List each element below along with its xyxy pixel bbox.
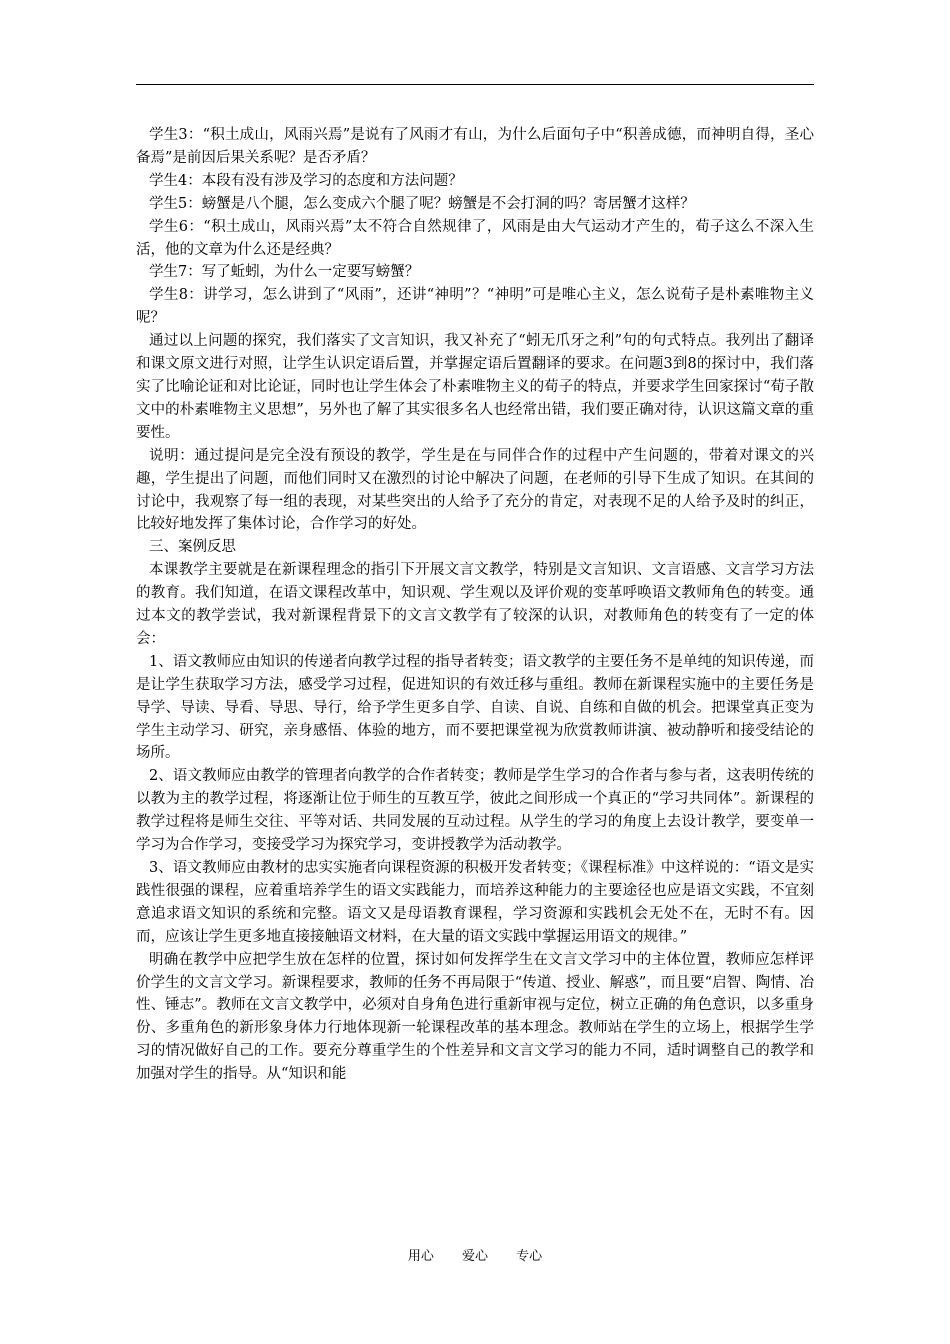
footer-item: 专心	[516, 1249, 543, 1264]
paragraph-student-7: 学生7：写了蚯蚓，为什么一定要写螃蟹？	[149, 264, 420, 281]
paragraph-student-3: 学生3：“积土成山，风雨兴焉”是说有了风雨才有山，为什么后面句子中“积善成德，而神明自得，圣心备焉”是前因后果关系呢？是否矛盾？	[136, 127, 814, 166]
header-rule	[136, 84, 814, 85]
paragraph-student-5: 学生5：螃蟹是八个腿，怎么变成六个腿了呢？螃蟹是不会打洞的吗？寄居蟹才这样？	[149, 195, 695, 212]
paragraph-point-2: 2、语文教师应由教学的管理者向教学的合作者转变；教师是学生学习的合作者与参与者，这表明传统的以教为主的教学过程，将逐渐让位于师生的互教互学，彼此之间形成一个真正的“学习共同体”。新课程的教学过程将是师生交往、平等对话、共同发展的互动过程。从学生的学习的角度上去设计教学，要变单一学习为合作学习，变接受学习为探究学习，变讲授教学为活动教学。	[136, 768, 814, 854]
paragraph-conclusion: 明确在教学中应把学生放在怎样的位置，探讨如何发挥学生在文言文学习中的主体位置，教师应怎样评价学生的文言文学习。新课程要求，教师的任务不再局限于“传道、授业、解惑”，而且要“启智、陶情、冶性、锤志”。教师在文言文教学中，必须对自身角色进行重新审视与定位，树立正确的角色意识，以多重身份、多重角色的新形象身体力行地体现新一轮课程改革的基本理念。教师站在学生的立场上，根据学生学习的情况做好自己的工作。要充分尊重学生的个性差异和文言文学习的能力不同，适时调整自己的教学和加强对学生的指导。从“知识和能	[136, 951, 814, 1083]
paragraph-point-3: 3、语文教师应由教材的忠实实施者向课程资源的积极开发者转变；《课程标准》中这样说的：“语文是实践性很强的课程，应着重培养学生的语文实践能力，而培养这种能力的主要途径也应是语文实践，不宜刻意追求语文知识的系统和完整。语文又是母语教育课程，学习资源和实践机会无处不在，无时不有。因而，应该让学生更多地直接接触语文材料，在大量的语文实践中掌握运用语文的规律。”	[136, 860, 814, 945]
paragraph-reflection-intro: 本课教学主要就是在新课程理念的指引下开展文言文教学，特别是文言知识、文言语感、文言学习方法的教育。我们知道，在语文课程改革中，知识观、学生观以及评价观的变革呼唤语文教师角色的转变。通过本文的教学尝试，我对新课程背景下的文言文教学有了较深的认识，对教师角色的转变有了一定的体会：	[136, 562, 814, 647]
section-heading-reflection: 三、案例反思	[149, 539, 236, 556]
page-footer	[0, 1247, 950, 1267]
paragraph-explanation: 说明：通过提问是完全没有预设的教学，学生是在与同伴合作的过程中产生问题的，带着对课文的兴趣，学生提出了问题，而他们同时又在激烈的讨论中解决了问题，在老师的引导下生成了知识。在其间的讨论中，我观察了每一组的表现，对某些突出的人给予了充分的肯定，对表现不足的人给予及时的纠正，比较好地发挥了集体讨论，合作学习的好处。	[136, 447, 814, 533]
paragraph-summary: 通过以上问题的探究，我们落实了文言知识，我又补充了“蚓无爪牙之利”句的句式特点。我列出了翻译和课文原文进行对照，让学生认识定语后置，并掌握定语后置翻译的要求。在问题3到8的探讨中，我们落实了比喻论证和对比论证，同时也让学生体会了朴素唯物主义的荀子的特点，并要求学生回家探讨“荀子散文中的朴素唯物主义思想”，另外也了解了其实很多名人也经常出错，我们要正确对待，认识这篇文章的重要性。	[136, 333, 814, 441]
paragraph-point-1: 1、语文教师应由知识的传递者向教学过程的指导者转变；语文教学的主要任务不是单纯的知识传递，而是让学生获取学习方法，感受学习过程，促进知识的有效迁移与重组。教师在新课程实施中的主要任务是导学、导读、导看、导思、导行，给予学生更多自学、自读、自说、自练和自做的机会。把课堂真正变为学生主动学习、研究，亲身感悟、体验的地方，而不要把课堂视为欣赏教师讲演、被动静听和接受结论的场所。	[136, 653, 814, 762]
document-body	[136, 124, 814, 1086]
footer-item: 用心	[407, 1249, 434, 1264]
paragraph-student-4: 学生4：本段有没有涉及学习的态度和方法问题？	[149, 172, 463, 189]
footer-item: 爱心	[461, 1249, 488, 1264]
paragraph-student-8: 学生8：讲学习，怎么讲到了“风雨”，还讲“神明”？“神明”可是唯心主义，怎么说荀子是朴素唯物主义呢？	[136, 287, 814, 327]
paragraph-student-6: 学生6：“积土成山，风雨兴焉”太不符合自然规律了，风雨是由大气运动才产生的，荀子这么不深入生活，他的文章为什么还是经典？	[136, 218, 814, 258]
